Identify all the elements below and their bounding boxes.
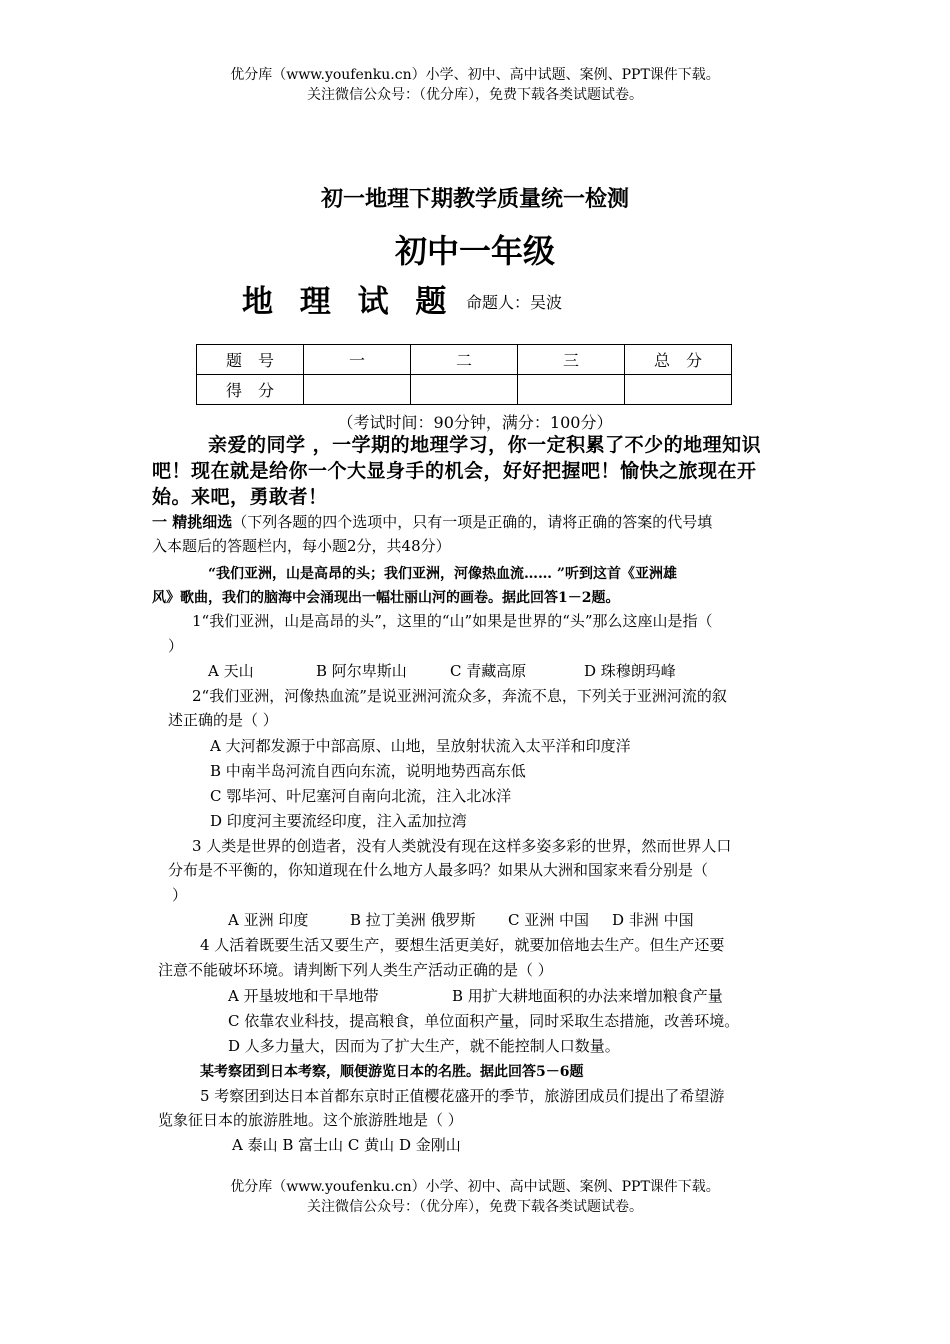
exam-info: （考试时间：90分钟，满分：100分）: [337, 413, 613, 432]
table-cell: 总 分: [625, 345, 732, 375]
q2-option-d[interactable]: D 印度河主要流经印度，注入孟加拉湾: [210, 812, 467, 830]
q2-option-b[interactable]: B 中南半岛河流自西向东流，说明地势西高东低: [210, 762, 526, 780]
q4-option-d[interactable]: D 人多力量大，因而为了扩大生产，就不能控制人口数量。: [228, 1037, 620, 1055]
question-2-stem-2: 述正确的是（ ）: [168, 711, 278, 729]
table-cell: 得 分: [197, 375, 304, 405]
table-cell: 一: [304, 345, 411, 375]
score-table: [196, 344, 732, 405]
subject-title: 地 理 试 题: [242, 284, 455, 320]
q4-option-a[interactable]: A 开垦坡地和干旱地带: [228, 987, 379, 1005]
question-5-stem-2: 览象征日本的旅游胜地。这个旅游胜地是（ ）: [158, 1111, 463, 1129]
q3-option-c[interactable]: C 亚洲 中国: [508, 911, 590, 929]
section-heading: 一 精挑细选: [152, 513, 233, 531]
table-cell: 题 号: [197, 345, 304, 375]
question-1-paren: ）: [168, 637, 184, 655]
header-line-2: 关注微信公众号：（优分库），免费下载各类试题试卷。: [307, 87, 643, 103]
question-3-stem-2: 分布是不平衡的，你知道现在什么地方人最多吗？如果从大洲和国家来看分别是（: [168, 861, 709, 879]
passage-2: 某考察团到日本考察，顺便游览日本的名胜。据此回答5－6题: [200, 1064, 584, 1080]
table-cell[interactable]: [625, 375, 732, 405]
q3-option-d[interactable]: D 非洲 中国: [612, 911, 694, 929]
question-4-stem-2: 注意不能破坏环境。请判断下列人类生产活动正确的是（ ）: [158, 961, 553, 979]
q1-option-a[interactable]: A 天山: [208, 662, 254, 680]
section-1-line-1: [152, 512, 712, 532]
footer-line-2: 关注微信公众号：（优分库），免费下载各类试题试卷。: [307, 1199, 643, 1215]
section-instruction: （下列各题的四个选项中，只有一项是正确的，请将正确的答案的代号填: [232, 513, 713, 531]
intro-paragraph: 亲爱的同学 ，一学期的地理学习，你一定积累了不少的地理知识吧！现在就是给你一个大显身手的机会，好好把握吧！愉快之旅现在开始。来吧，勇敢者！: [152, 434, 762, 508]
question-3-stem: 3 人类是世界的创造者，没有人类就没有现在这样多姿多彩的世界，然而世界人口: [192, 837, 732, 855]
q4-option-c[interactable]: C 依靠农业科技，提高粮食，单位面积产量，同时采取生态措施，改善环境。: [228, 1012, 740, 1030]
author-label: 命题人：吴波: [466, 293, 563, 312]
q2-option-c[interactable]: C 鄂毕河、叶尼塞河自南向北流，注入北冰洋: [210, 787, 512, 805]
q5-options[interactable]: A 泰山 B 富士山 C 黄山 D 金刚山: [232, 1136, 461, 1154]
passage-1-line-2: 风》歌曲，我们的脑海中会涌现出一幅壮丽山河的画卷。据此回答1－2题。: [152, 590, 620, 606]
table-cell[interactable]: [411, 375, 518, 405]
question-4-stem: 4 人活着既要生活又要生产，要想生活更美好，就要加倍地去生产。但生产还要: [200, 936, 725, 954]
section-1-line-2: 入本题后的答题栏内，每小题2分，共48分）: [152, 537, 451, 555]
table-row: [197, 345, 732, 375]
table-row: [197, 375, 732, 405]
question-3-paren: ）: [172, 886, 188, 904]
q3-option-b[interactable]: B 拉丁美洲 俄罗斯: [350, 911, 476, 929]
table-cell[interactable]: [518, 375, 625, 405]
q1-option-c[interactable]: C 青藏高原: [450, 662, 527, 680]
header-line-1: 优分库（www.youfenku.cn）小学、初中、高中试题、案例、PPT课件下载。: [230, 67, 720, 83]
question-2-stem: 2“我们亚洲，河像热血流”是说亚洲河流众多，奔流不息，下列关于亚洲河流的叙: [192, 687, 727, 705]
table-cell[interactable]: [304, 375, 411, 405]
footer-line-1: 优分库（www.youfenku.cn）小学、初中、高中试题、案例、PPT课件下载。: [230, 1179, 720, 1195]
q1-option-d[interactable]: D 珠穆朗玛峰: [584, 662, 676, 680]
q2-option-a[interactable]: A 大河都发源于中部高原、山地，呈放射状流入太平洋和印度洋: [210, 737, 631, 755]
q4-option-b[interactable]: B 用扩大耕地面积的办法来增加粮食产量: [452, 987, 723, 1005]
q3-option-a[interactable]: A 亚洲 印度: [228, 911, 309, 929]
grade-title: 初中一年级: [394, 232, 555, 270]
question-1-stem: 1“我们亚洲，山是高昂的头”，这里的“山”如果是世界的“头”那么这座山是指（: [192, 612, 713, 630]
question-5-stem: 5 考察团到达日本首都东京时正值樱花盛开的季节，旅游团成员们提出了希望游: [200, 1087, 725, 1105]
exam-title: 初一地理下期教学质量统一检测: [320, 187, 629, 212]
table-cell: 二: [411, 345, 518, 375]
q1-option-b[interactable]: B 阿尔卑斯山: [316, 662, 407, 680]
table-cell: 三: [518, 345, 625, 375]
passage-1-line-1: “我们亚洲，山是高昂的头；我们亚洲，河像热血流…… ”听到这首《亚洲雄: [208, 566, 677, 582]
